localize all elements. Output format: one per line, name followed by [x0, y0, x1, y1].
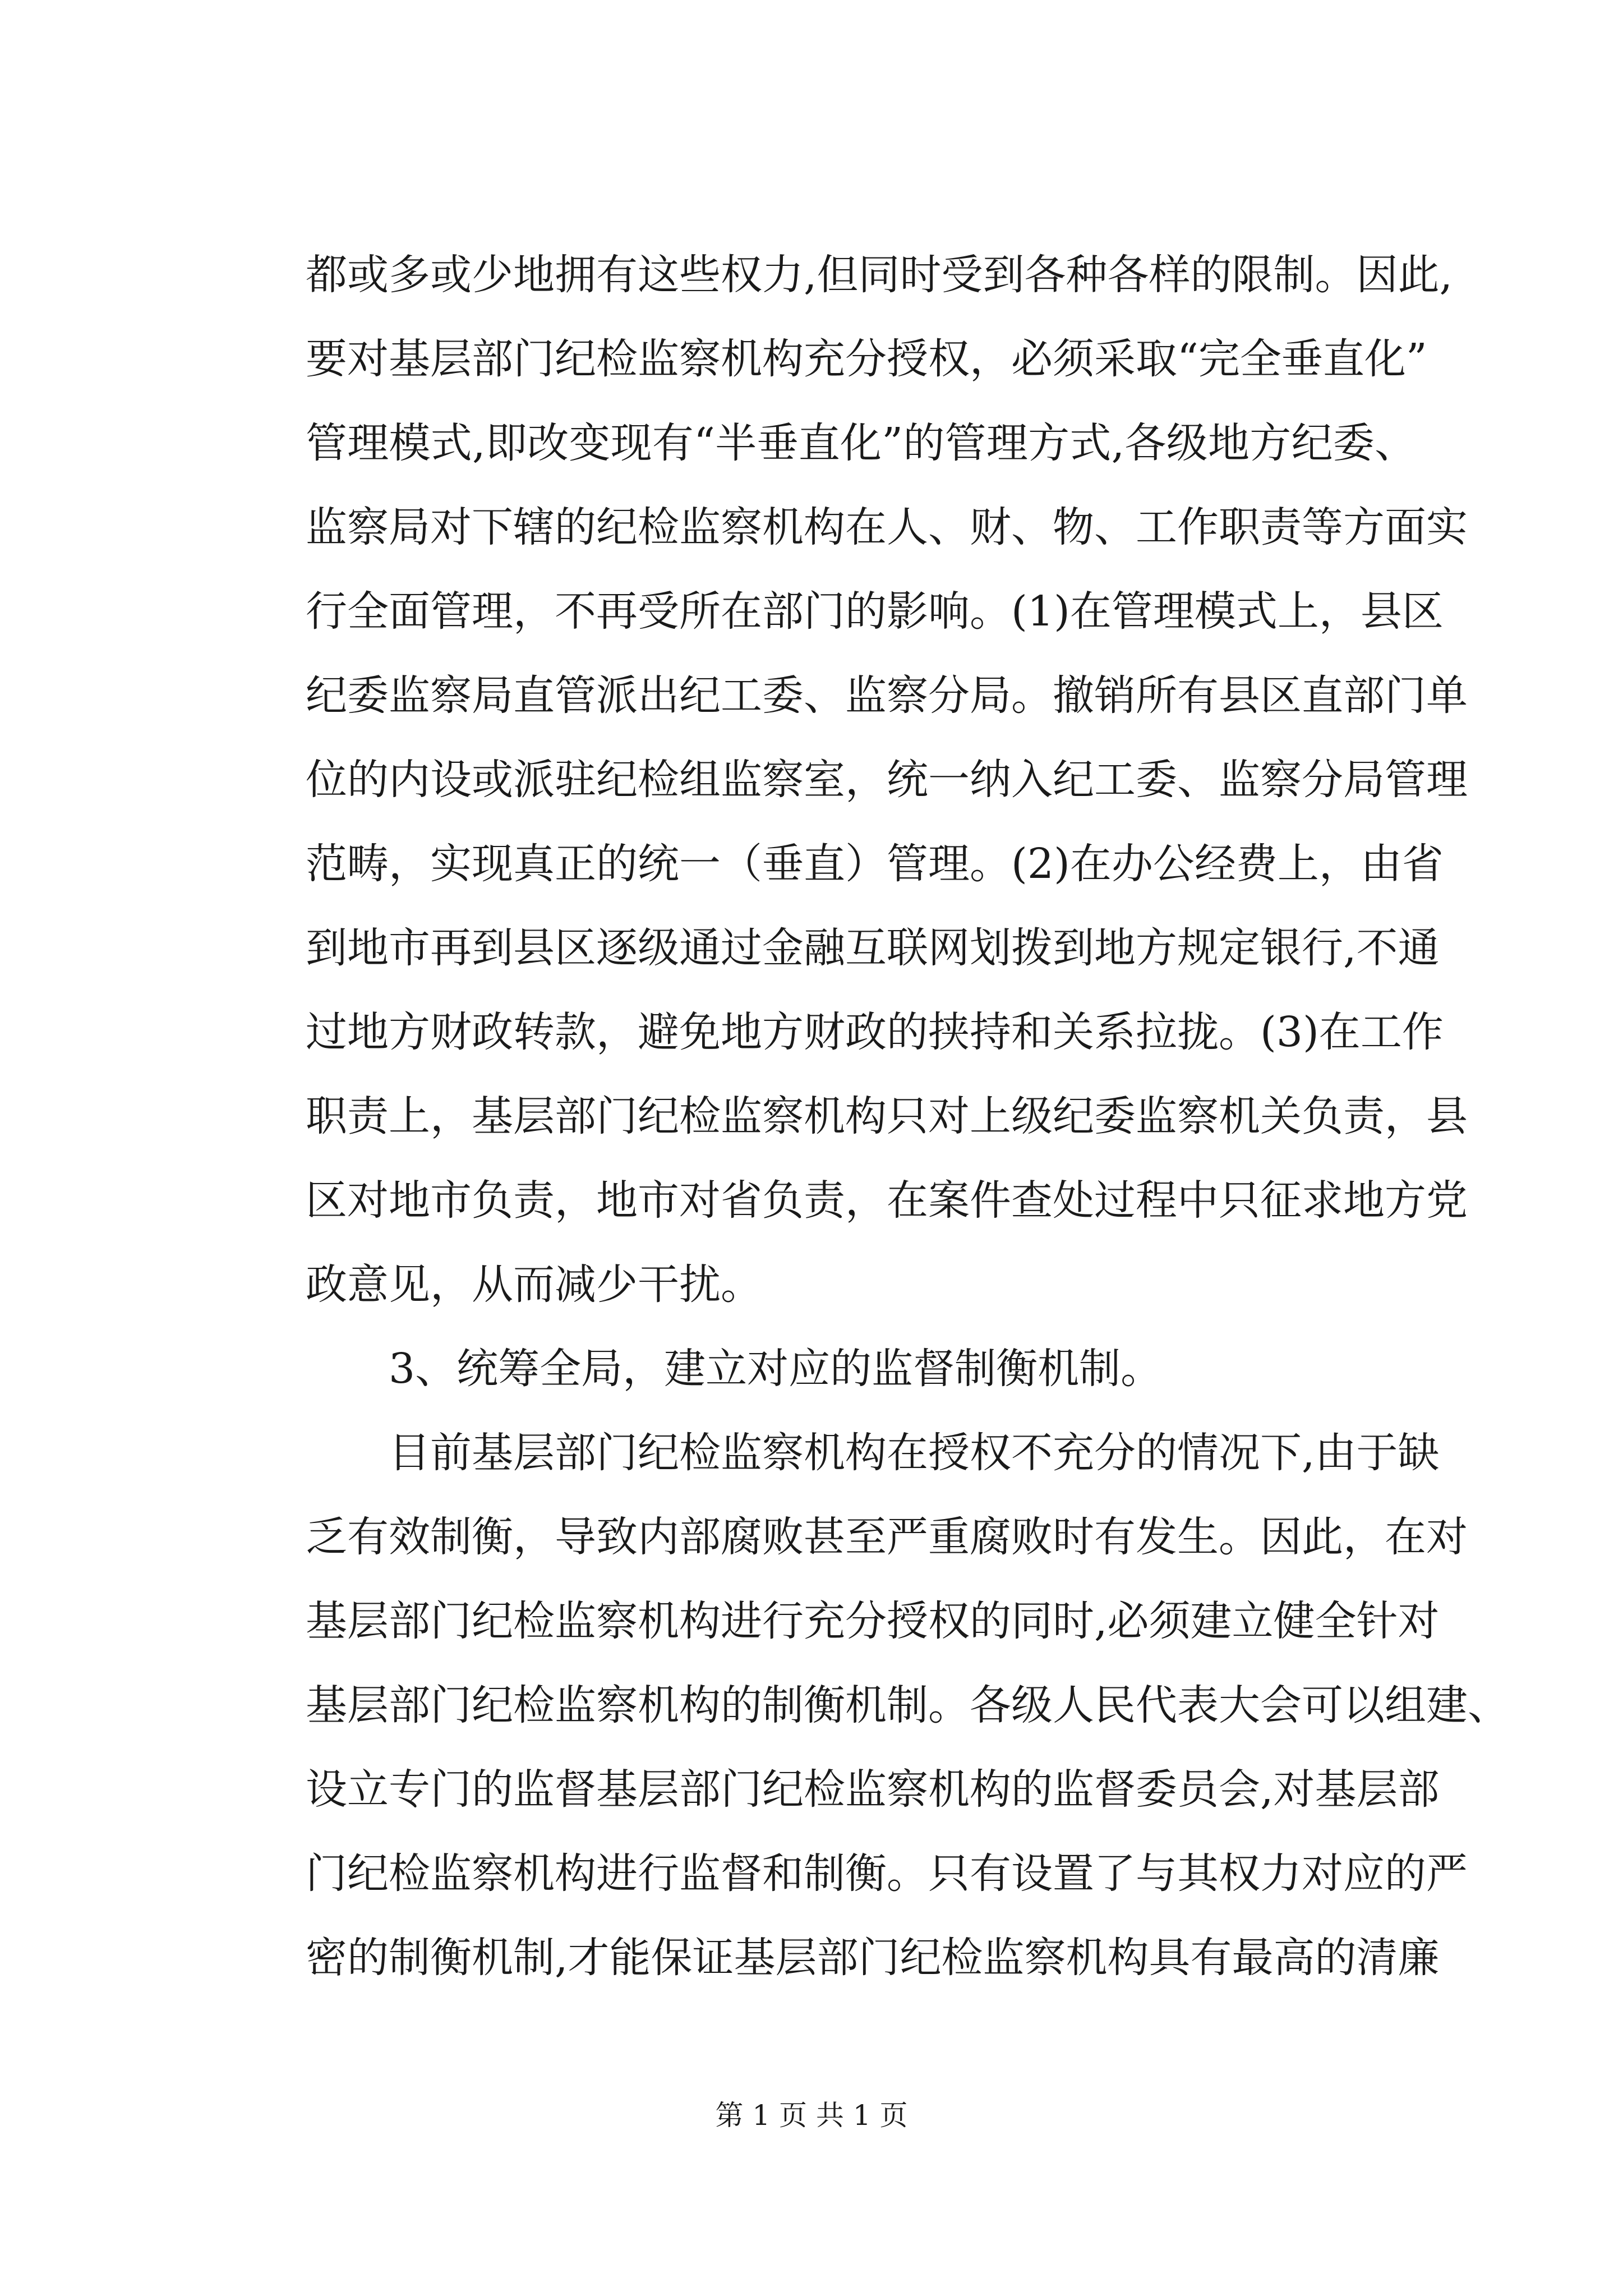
body-line-10: 过地方财政转款，避免地方财政的挟持和关系拉拢。(3)在工作: [306, 1008, 1444, 1056]
body-line-6: 纪委监察局直管派出纪工委、监察分局。撤销所有县区直部门单: [306, 671, 1468, 720]
body-line-4: 监察局对下辖的纪检监察机构在人、财、物、工作职责等方面实: [306, 503, 1468, 551]
body-line-13: 政意见，从而减少干扰。: [306, 1260, 762, 1309]
body-line-12: 区对地市负责，地市对省负责，在案件查处过程中只征求地方党: [306, 1176, 1468, 1225]
body-line-1: 都或多或少地拥有这些权力,但同时受到各种各样的限制。因此,: [306, 251, 1453, 299]
page-footer: [0, 2096, 1623, 2135]
body-line-3: 管理模式,即改变现有“半垂直化”的管理方式,各级地方纪委、: [306, 419, 1416, 467]
page-number-label: 第 1 页 共 1 页: [715, 2099, 908, 2132]
body-line-18: 基层部门纪检监察机构的制衡机制。各级人民代表大会可以组建、: [306, 1681, 1509, 1729]
body-line-15: 目前基层部门纪检监察机构在授权不充分的情况下,由于缺: [389, 1429, 1440, 1477]
body-line-16: 乏有效制衡，导致内部腐败甚至严重腐败时有发生。因此，在对: [306, 1513, 1468, 1561]
body-line-21: 密的制衡机制,才能保证基层部门纪检监察机构具有最高的清廉: [306, 1934, 1440, 1982]
section-heading: 3、统筹全局，建立对应的监督制衡机制。: [389, 1345, 1163, 1393]
body-line-9: 到地市再到县区逐级通过金融互联网划拨到地方规定银行,不通: [306, 924, 1440, 972]
body-line-19: 设立专门的监督基层部门纪检监察机构的监督委员会,对基层部: [306, 1765, 1440, 1814]
body-line-11: 职责上，基层部门纪检监察机构只对上级纪委监察机关负责，县: [306, 1092, 1468, 1140]
body-line-8: 范畴，实现真正的统一（垂直）管理。(2)在办公经费上，由省: [306, 840, 1444, 888]
body-line-5: 行全面管理，不再受所在部门的影响。(1)在管理模式上，县区: [306, 587, 1444, 636]
body-line-17: 基层部门纪检监察机构进行充分授权的同时,必须建立健全针对: [306, 1597, 1440, 1645]
body-line-7: 位的内设或派驻纪检组监察室，统一纳入纪工委、监察分局管理: [306, 756, 1468, 804]
body-line-20: 门纪检监察机构进行监督和制衡。只有设置了与其权力对应的严: [306, 1849, 1468, 1898]
body-line-2: 要对基层部门纪检监察机构充分授权，必须采取“完全垂直化”: [306, 335, 1427, 383]
document-body: [306, 233, 1509, 2000]
